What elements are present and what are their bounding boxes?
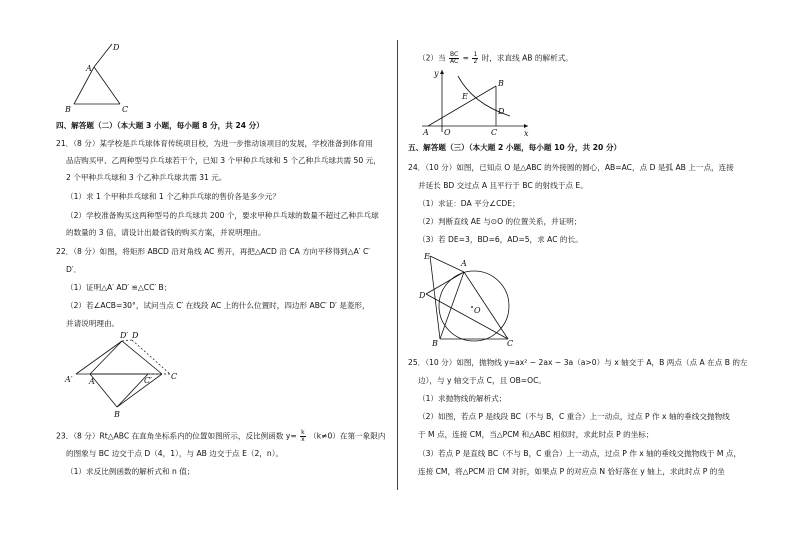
q23-part2-pre: （2）当	[418, 53, 446, 63]
q24-part3: （3）若 DE=3，BD=6，AD=5，求 AC 的长。	[418, 235, 583, 244]
q21-part2b: 的数量的 3 倍，请设计出最省钱的购买方案，并说明理由。	[66, 228, 266, 237]
label-A: A	[461, 259, 467, 268]
q23-line2: 的图象与 BC 边交于点 D（4，1），与 AB 边交于点 E（2，n）。	[66, 449, 284, 458]
fraction-numerator: 1	[473, 51, 478, 58]
label-B: B	[498, 79, 504, 88]
label-x: x	[524, 129, 529, 136]
q22-part2a: （2）若∠ACB=30°，试问当点 C′ 在线段 AC 上的什么位置时，四边形 ABC′ D′ 是菱形，	[66, 301, 370, 310]
label-D: D	[113, 43, 120, 52]
label-C: C	[122, 105, 129, 114]
fraction-denominator: x	[301, 436, 305, 443]
q25-line1: 25．（10 分）如图，抛物线 y=ax² − 2ax − 3a（a>0）与 x 轴交于 A，B 两点（点 A 在点 B 的左	[408, 358, 748, 367]
label-B: B	[65, 105, 71, 114]
q21-part2a: （2）学校准备购买这两种型号的乒乓球共 200 个，要求甲种乒乓球的数量不超过乙种乒乓球	[66, 211, 379, 220]
q23-line1-b: （k≠0）在第一象限内	[309, 431, 386, 441]
k-over-x-fraction	[300, 430, 306, 443]
section-5-heading: 五、解答题（三）（本大题 2 小题，每小题 10 分，共 20 分）	[408, 143, 622, 152]
q21-line1: 21．（8 分）某学校是乒乓球体育传统项目校，为进一步推动该项目的发展，学校准备到体育用	[56, 139, 373, 148]
equals-sign: =	[462, 53, 470, 63]
coordinate-figure	[418, 66, 533, 136]
q22-line2: D′．	[66, 265, 82, 274]
bc-over-ac-fraction	[449, 52, 459, 65]
label-D: D	[419, 291, 426, 300]
label-E: E	[462, 92, 468, 101]
fraction-numerator: BC	[450, 51, 459, 58]
label-A: A	[423, 128, 429, 136]
q25-part2b: 于 M 点，连接 CM，当△PCM 和△ABC 相似时，求此时点 P 的坐标；	[418, 430, 654, 439]
label-A2: A′	[65, 375, 73, 384]
q21-part1: （1）求 1 个甲种乒乓球和 1 个乙种乒乓球的售价各是多少元？	[66, 192, 280, 201]
q22-part1: （1）证明△A′ AD′ ≌△CC′ B；	[66, 283, 172, 292]
column-divider	[397, 40, 398, 490]
label-D: D	[498, 107, 505, 116]
section-4-heading: 四、解答题（二）（本大题 3 小题，每小题 8 分，共 24 分）	[56, 121, 264, 130]
q23-part2	[418, 52, 573, 65]
q25-part3b: 连接 CM，将△PCM 沿 CM 对折，如果点 P 的对应点 N 恰好落在 y 轴上，求此时点 P 的坐	[418, 467, 725, 476]
q25-line2: 边），与 y 轴交于点 C，且 OB=OC。	[418, 376, 547, 385]
label-A: A	[86, 64, 92, 73]
q25-part3a: （3）若点 P 是直线 BC（不与 B，C 重合）上一动点，过点 P 作 x 轴的垂线交抛物线于 M 点，	[418, 449, 742, 458]
q23-part1: （1）求反比例函数的解析式和 n 值；	[66, 467, 195, 476]
fraction-denominator: 2	[473, 58, 478, 65]
label-O: O	[444, 128, 451, 136]
q24-line1: 24．（10 分）如图，已知点 O 是△ABC 的外接圆的圆心，AB=AC，点 D 是弧 AB 上一点，连接	[408, 163, 734, 172]
label-C: C	[171, 372, 178, 381]
label-A: A	[89, 377, 95, 386]
rectangle-figure	[62, 330, 187, 420]
q22-part2b: 并请说明理由。	[66, 319, 120, 328]
label-B: B	[114, 410, 120, 419]
q24-line2: 并延长 BD 交过点 A 且平行于 BC 的射线于点 E。	[418, 181, 588, 190]
q21-line3: 2 个甲种乒乓球和 3 个乙种乒乓球共需 31 元。	[66, 173, 227, 182]
q25-part1: （1）求抛物线的解析式；	[418, 394, 507, 403]
label-C: C	[491, 128, 498, 136]
q24-part1: （1）求证：DA 平分∠CDE；	[418, 199, 520, 208]
q22-line1: 22．（8 分）如图，将矩形 ABCD 沿对角线 AC 剪开，再把△ACD 沿 CA 方向平移得到△A′ C′	[56, 247, 370, 256]
label-E: E	[424, 252, 430, 261]
label-B: B	[432, 339, 438, 346]
fraction-numerator: k	[301, 429, 305, 436]
label-D2: D′	[120, 331, 129, 340]
fraction-denominator: AC	[450, 58, 459, 65]
q23-line1	[56, 430, 385, 443]
label-C: C	[507, 339, 514, 346]
q23-part2-post: 时，求直线 AB 的解析式。	[481, 53, 573, 63]
label-D: D	[132, 331, 139, 340]
q21-line2: 品店购买甲、乙两种型号乒乓球若干个，已知 3 个甲种乒乓球和 5 个乙种乒乓球共需 50 元，	[66, 156, 381, 165]
circle-figure	[414, 250, 514, 346]
triangle-figure	[62, 40, 142, 116]
q25-part2a: （2）如图，若点 P 是线段 BC（不与 B，C 重合）上一动点，过点 P 作 x 轴的垂线交抛物线	[418, 412, 730, 421]
q23-line1-a: 23．（8 分）Rt△ABC 在直角坐标系内的位置如图所示，反比例函数 y=	[56, 431, 297, 441]
label-C2: C′	[144, 376, 152, 385]
one-half-fraction	[472, 52, 478, 65]
q24-part2: （2）判断直线 AE 与⊙O 的位置关系，并证明；	[418, 217, 582, 226]
label-O: O	[474, 306, 481, 315]
label-y: y	[434, 69, 439, 78]
